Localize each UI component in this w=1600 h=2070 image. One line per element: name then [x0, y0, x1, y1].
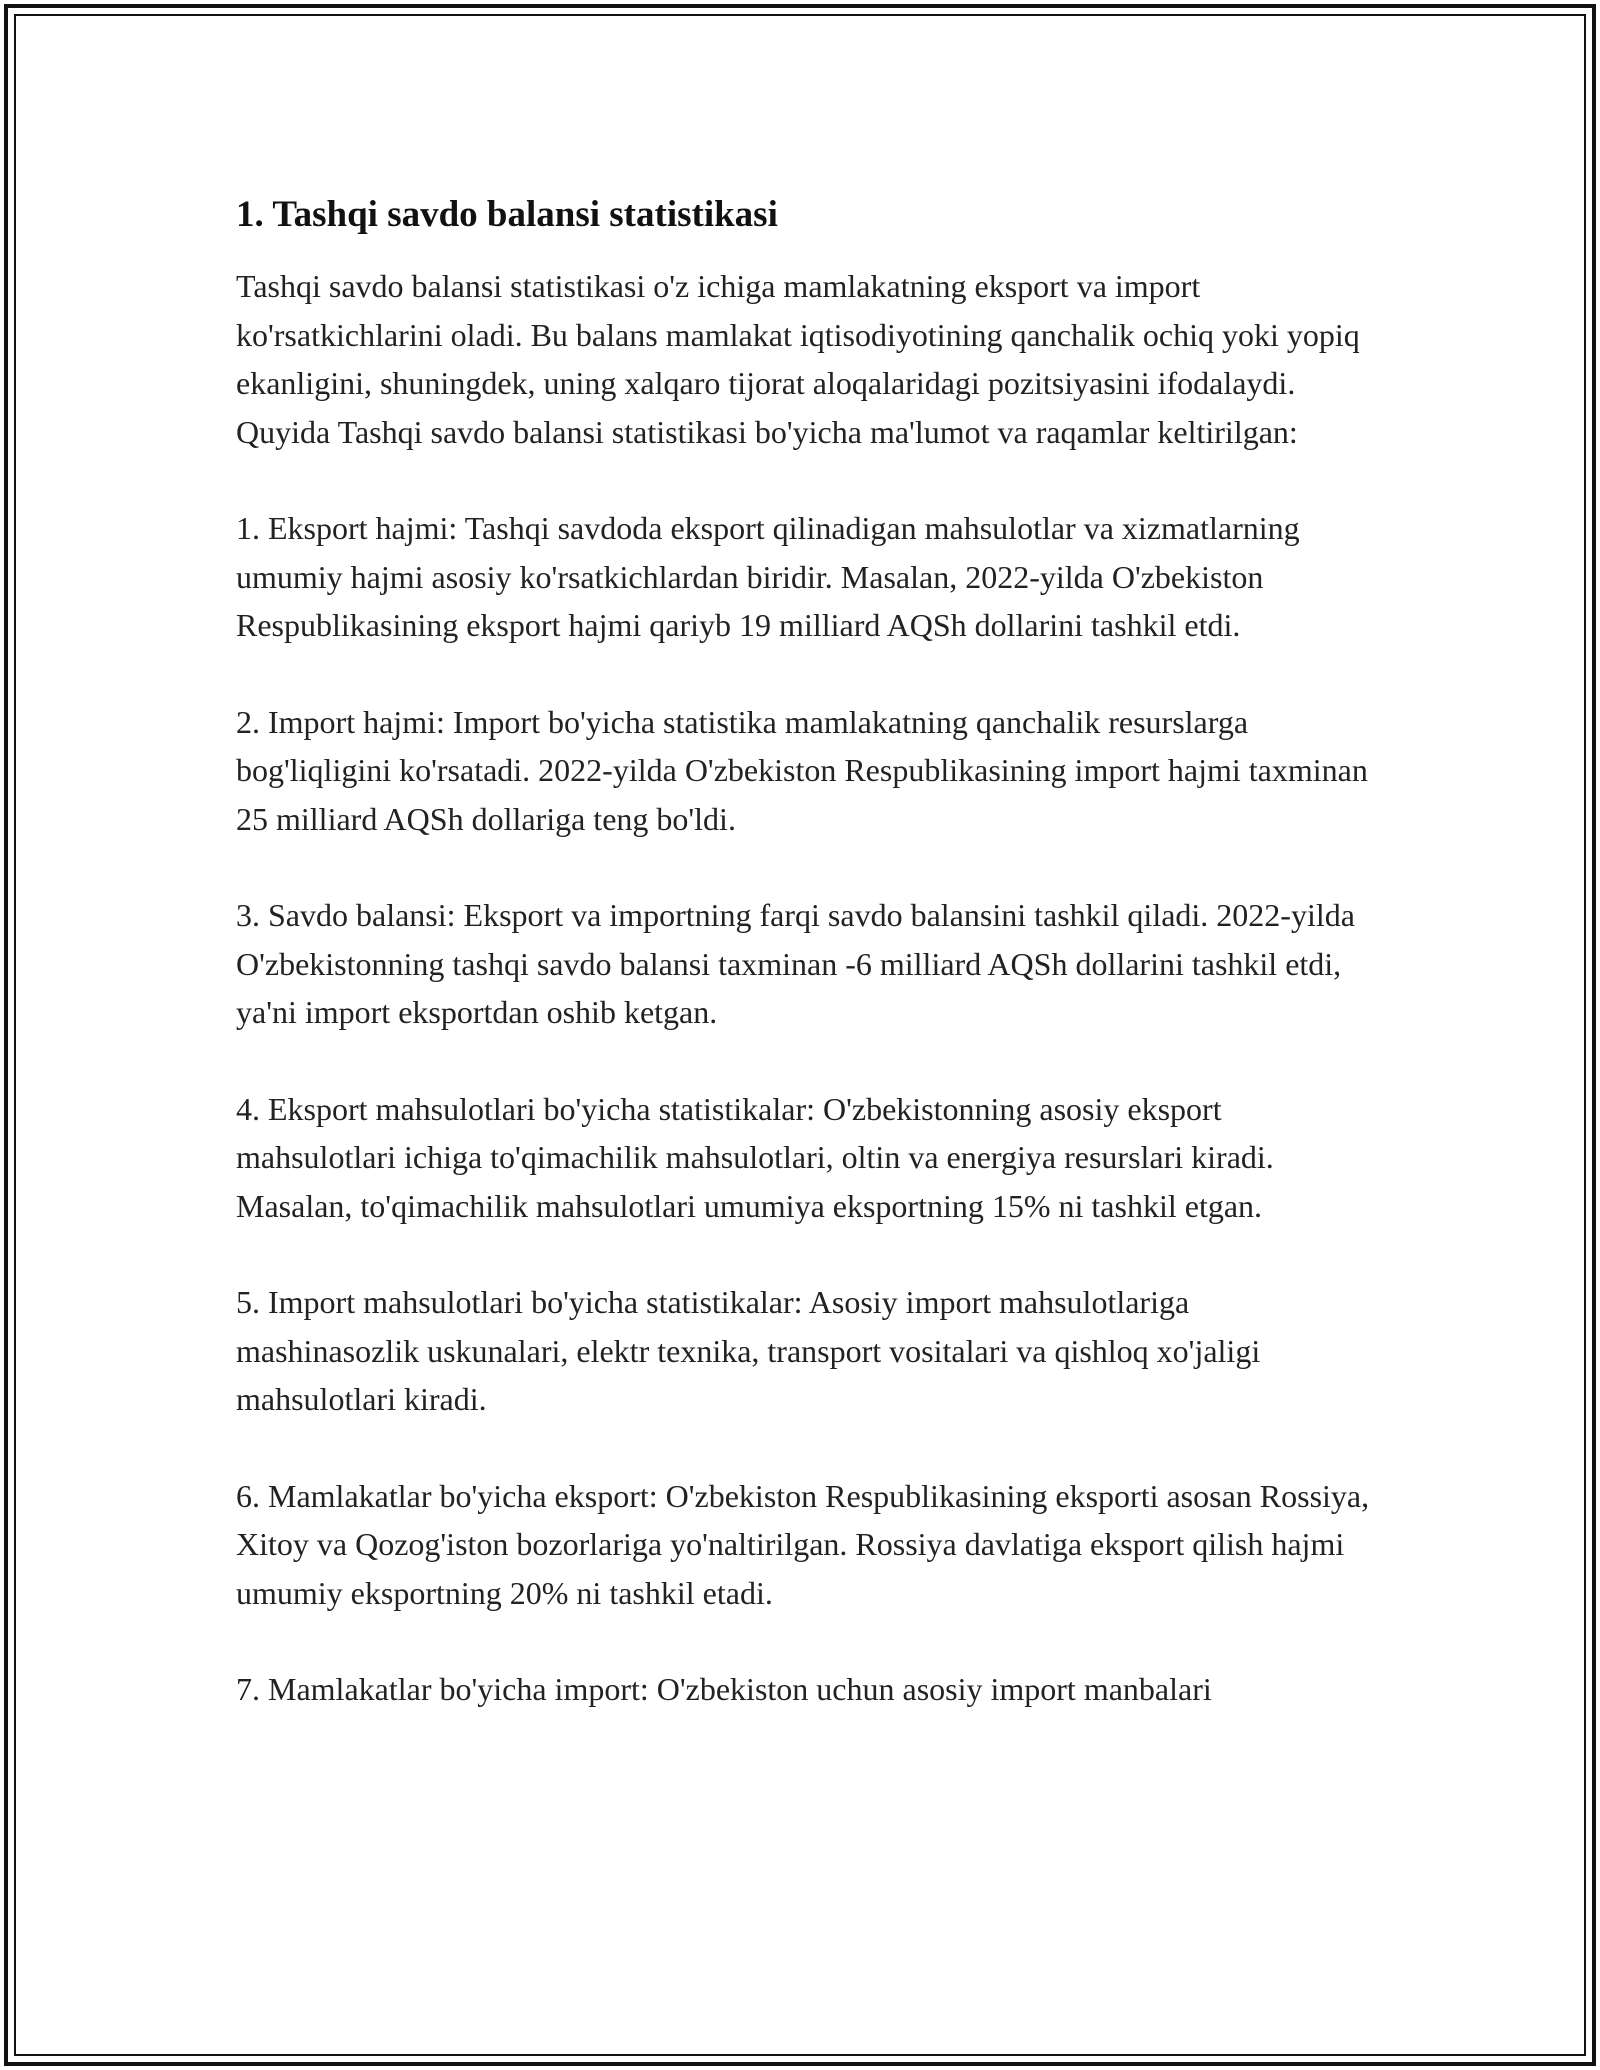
- export-products-paragraph: 4. Eksport mahsulotlari bo'yicha statistikalar: O'zbekistonning asosiy eksport mahsulotlari ichiga to'qimachilik mahsulotlari, oltin va energiya resurslari kiradi. Masalan, to'qimachilik mahsulotlari umumiya eksportning 15% ni tashkil etgan.: [236, 1090, 1274, 1224]
- section-heading: 1. Tashqi savdo balansi statistikasi: [236, 194, 778, 235]
- document-body: [236, 186, 1376, 1762]
- import-products-paragraph: 5. Import mahsulotlari bo'yicha statistikalar: Asosiy import mahsulotlariga mashinasozlik uskunalari, elektr texnika, transport vositalari va qishloq xo'jaligi mahsulotlari kiradi.: [236, 1284, 1261, 1417]
- intro-paragraph: Tashqi savdo balansi statistikasi o'z ichiga mamlakatning eksport va import ko'rsatkichlarini oladi. Bu balans mamlakat iqtisodiyotining qanchalik ochiq yoki yopiq ekanligini, shuningdek, uning xalqaro tijorat aloqalaridagi pozitsiyasini ifodalaydi. Quyida Tashqi savdo balansi statistikasi bo'yicha ma'lumot va raqamlar keltirilgan:: [236, 268, 1360, 450]
- export-by-country-paragraph: 6. Mamlakatlar bo'yicha eksport: O'zbekiston Respublikasining eksporti asosan Rossiya, Xitoy va Qozog'iston bozorlariga yo'naltirilgan. Rossiya davlatiga eksport qilish hajmi umumiy eksportning 20% ni tashkil etadi.: [236, 1477, 1370, 1611]
- import-volume-paragraph: 2. Import hajmi: Import bo'yicha statistika mamlakatning qanchalik resurslarga bog'liqligini ko'rsatadi. 2022-yilda O'zbekiston Respublikasining import hajmi taxminan 25 milliard AQSh dollariga teng bo'ldi.: [236, 703, 1368, 837]
- export-volume-paragraph: 1. Eksport hajmi: Tashqi savdoda eksport qilinadigan mahsulotlar va xizmatlarning umumiy hajmi asosiy ko'rsatkichlardan biridir. Masalan, 2022-yilda O'zbekiston Respublikasining eksport hajmi qariyb 19 milliard AQSh dollarini tashkil etdi.: [236, 510, 1300, 643]
- trade-balance-paragraph: 3. Savdo balansi: Eksport va importning farqi savdo balansini tashkil qiladi. 2022-yilda O'zbekistonning tashqi savdo balansi taxminan -6 milliard AQSh dollarini tashkil etdi, ya'ni import eksportdan oshib ketgan.: [236, 897, 1355, 1030]
- import-by-country-paragraph: 7. Mamlakatlar bo'yicha import: O'zbekiston uchun asosiy import manbalari: [236, 1671, 1212, 1707]
